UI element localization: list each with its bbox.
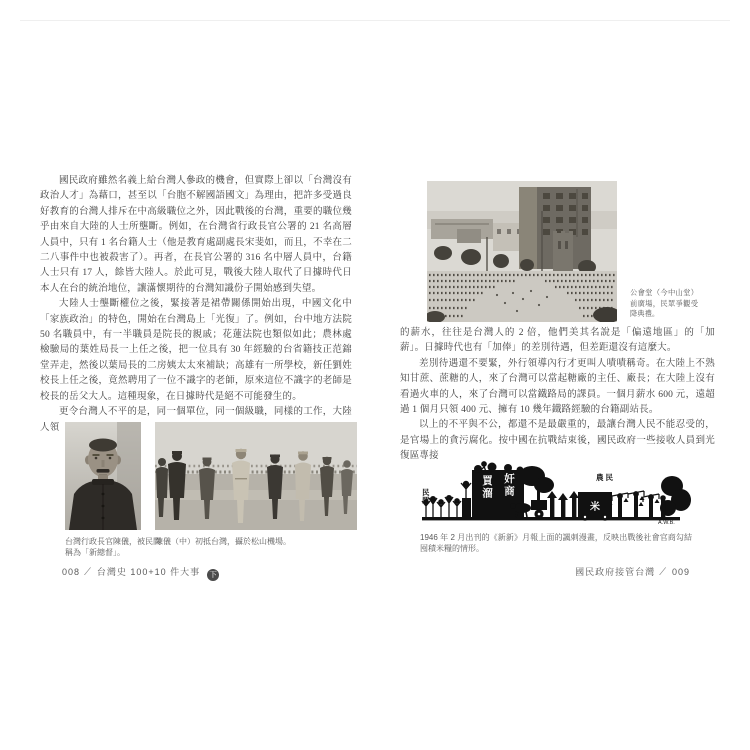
left-page-number: 008 — [62, 567, 81, 577]
paragraph: 大陸人士壟斷權位之後，緊接著是裙帶關係開始出現，中國文化中「家族政治」的特色，開始在台灣島上「光復」了。例如，台中地方法院 50 名職員中，有一半職員是院長的親戚；花蓮法院也類似如此；農林處檢驗局的葉姓局長一上任之後，把一位具有 30 年經驗的台省籍技正范錦堂弄走，然後以葉局長的二房姨太太來補缺；高雄有一所學校，新任劉姓校長上任之後，竟然聘用了一位不識字的老師，原來這位不識字的老師是校長的岳父大人。這種現象，在日據時代是絕不可能發生的。 — [40, 299, 352, 402]
footer-slash: ∕ — [662, 566, 665, 578]
right-page-body-text — [400, 326, 715, 465]
paragraph: 差別待遇還不要緊，外行領導內行才更叫人嘖嘖稱奇。在大陸上不熟知甘蔗、蔗糖的人，來了台灣可以當起糖廠的主任、廠長；在大陸上沒有看過火車的人，來了台灣可以當鐵路局的課員。一個月薪水 600 元，遠超過 1 個月只領 400 元、擁有 10 幾年鐵路經驗的台籍副站長。 — [400, 358, 715, 416]
crowd-photo-art — [427, 181, 617, 322]
paragraph: 更令台灣人不平的是，同一個單位，同一個級職，同樣的工作，大陸人領 — [40, 407, 352, 433]
volume-badge: 下 — [207, 569, 219, 581]
cartoon-caption: 1946 年 2 月出刊的《新新》月報上面的諷刺漫畫，反映出戰後社會官商勾結囤積米糧的情形。 — [420, 533, 692, 553]
paragraph: 國民政府雖然名義上給台灣人參政的機會，但實際上卻以「台灣沒有政治人才」為藉口，甚至以「台胞不解國語國文」為理由，把許多受過良好教育的台灣人排斥在中高級職位之外，因此戰後的台灣，重要的職位幾乎由來自大陸的人士所壟斷。例如，在台灣省行政長官公署的 21 名高層人員中，只有 1 名台籍人士（他是教育處副處長宋斐如，而且，不幸在二二八事件中也被殺害了）。再者，在長官公署的 316 名中層人員中，台籍人士只有 17 人，餘皆大陸人。於此可見，戰後大陸人取代了日據時代日本人在台的統治地位，讓滿懷期待的台灣知識份子開始感到失望。 — [40, 176, 352, 294]
cartoon-label-rice: 米 — [590, 502, 600, 513]
left-page-body-text — [40, 174, 352, 436]
cartoon-label-buy: 買溜 — [481, 475, 493, 500]
page-top-rule — [20, 20, 730, 21]
cartoon-art — [420, 456, 692, 528]
right-page-number: 009 — [671, 567, 690, 577]
left-page-footer — [62, 565, 219, 581]
chapter-title: 國民政府接管台灣 — [575, 567, 656, 577]
photo1-caption: 台灣行政長官陳儀，被民間稱為「新總督」。 — [65, 537, 161, 557]
cartoon-label-crowd: 民眾 — [422, 488, 431, 505]
cartoon-signature: A.W.B. — [658, 520, 675, 526]
cartoon-illustration — [420, 456, 692, 528]
cartoon-label-farmers: 農民 — [596, 473, 615, 482]
portrait-photo-art — [65, 422, 141, 530]
crowd-photo-public-hall — [427, 181, 617, 322]
footer-slash: ∕ — [87, 566, 90, 578]
portrait-photo-chen-yi — [65, 422, 141, 530]
cartoon-label-profiteer: 奸商 — [503, 473, 515, 498]
group-photo-art — [155, 422, 357, 530]
right-page-footer — [400, 565, 690, 578]
right-photo-caption: 公會堂（今中山堂）前廣場，民眾爭觀受降典禮。 — [630, 288, 698, 318]
paragraph: 以上的不平與不公，都還不是最嚴重的，最讓台灣人民不能忍受的，是官場上的貪污腐化。按中國在抗戰結束後，國民政府一些接收人員到光復區專接 — [400, 420, 715, 462]
paragraph: 的薪水，往往是台灣人的 2 倍，他們美其名說是「偏遠地區」的「加薪」。日據時代也有「加俸」的差別待遇，但差距還沒有這麼大。 — [400, 328, 715, 354]
book-title: 台灣史 100+10 件大事 — [96, 567, 201, 577]
group-photo-songshan — [155, 422, 357, 530]
photo2-caption: 陳儀（中）初抵台灣，攝於松山機場。 — [155, 537, 291, 546]
